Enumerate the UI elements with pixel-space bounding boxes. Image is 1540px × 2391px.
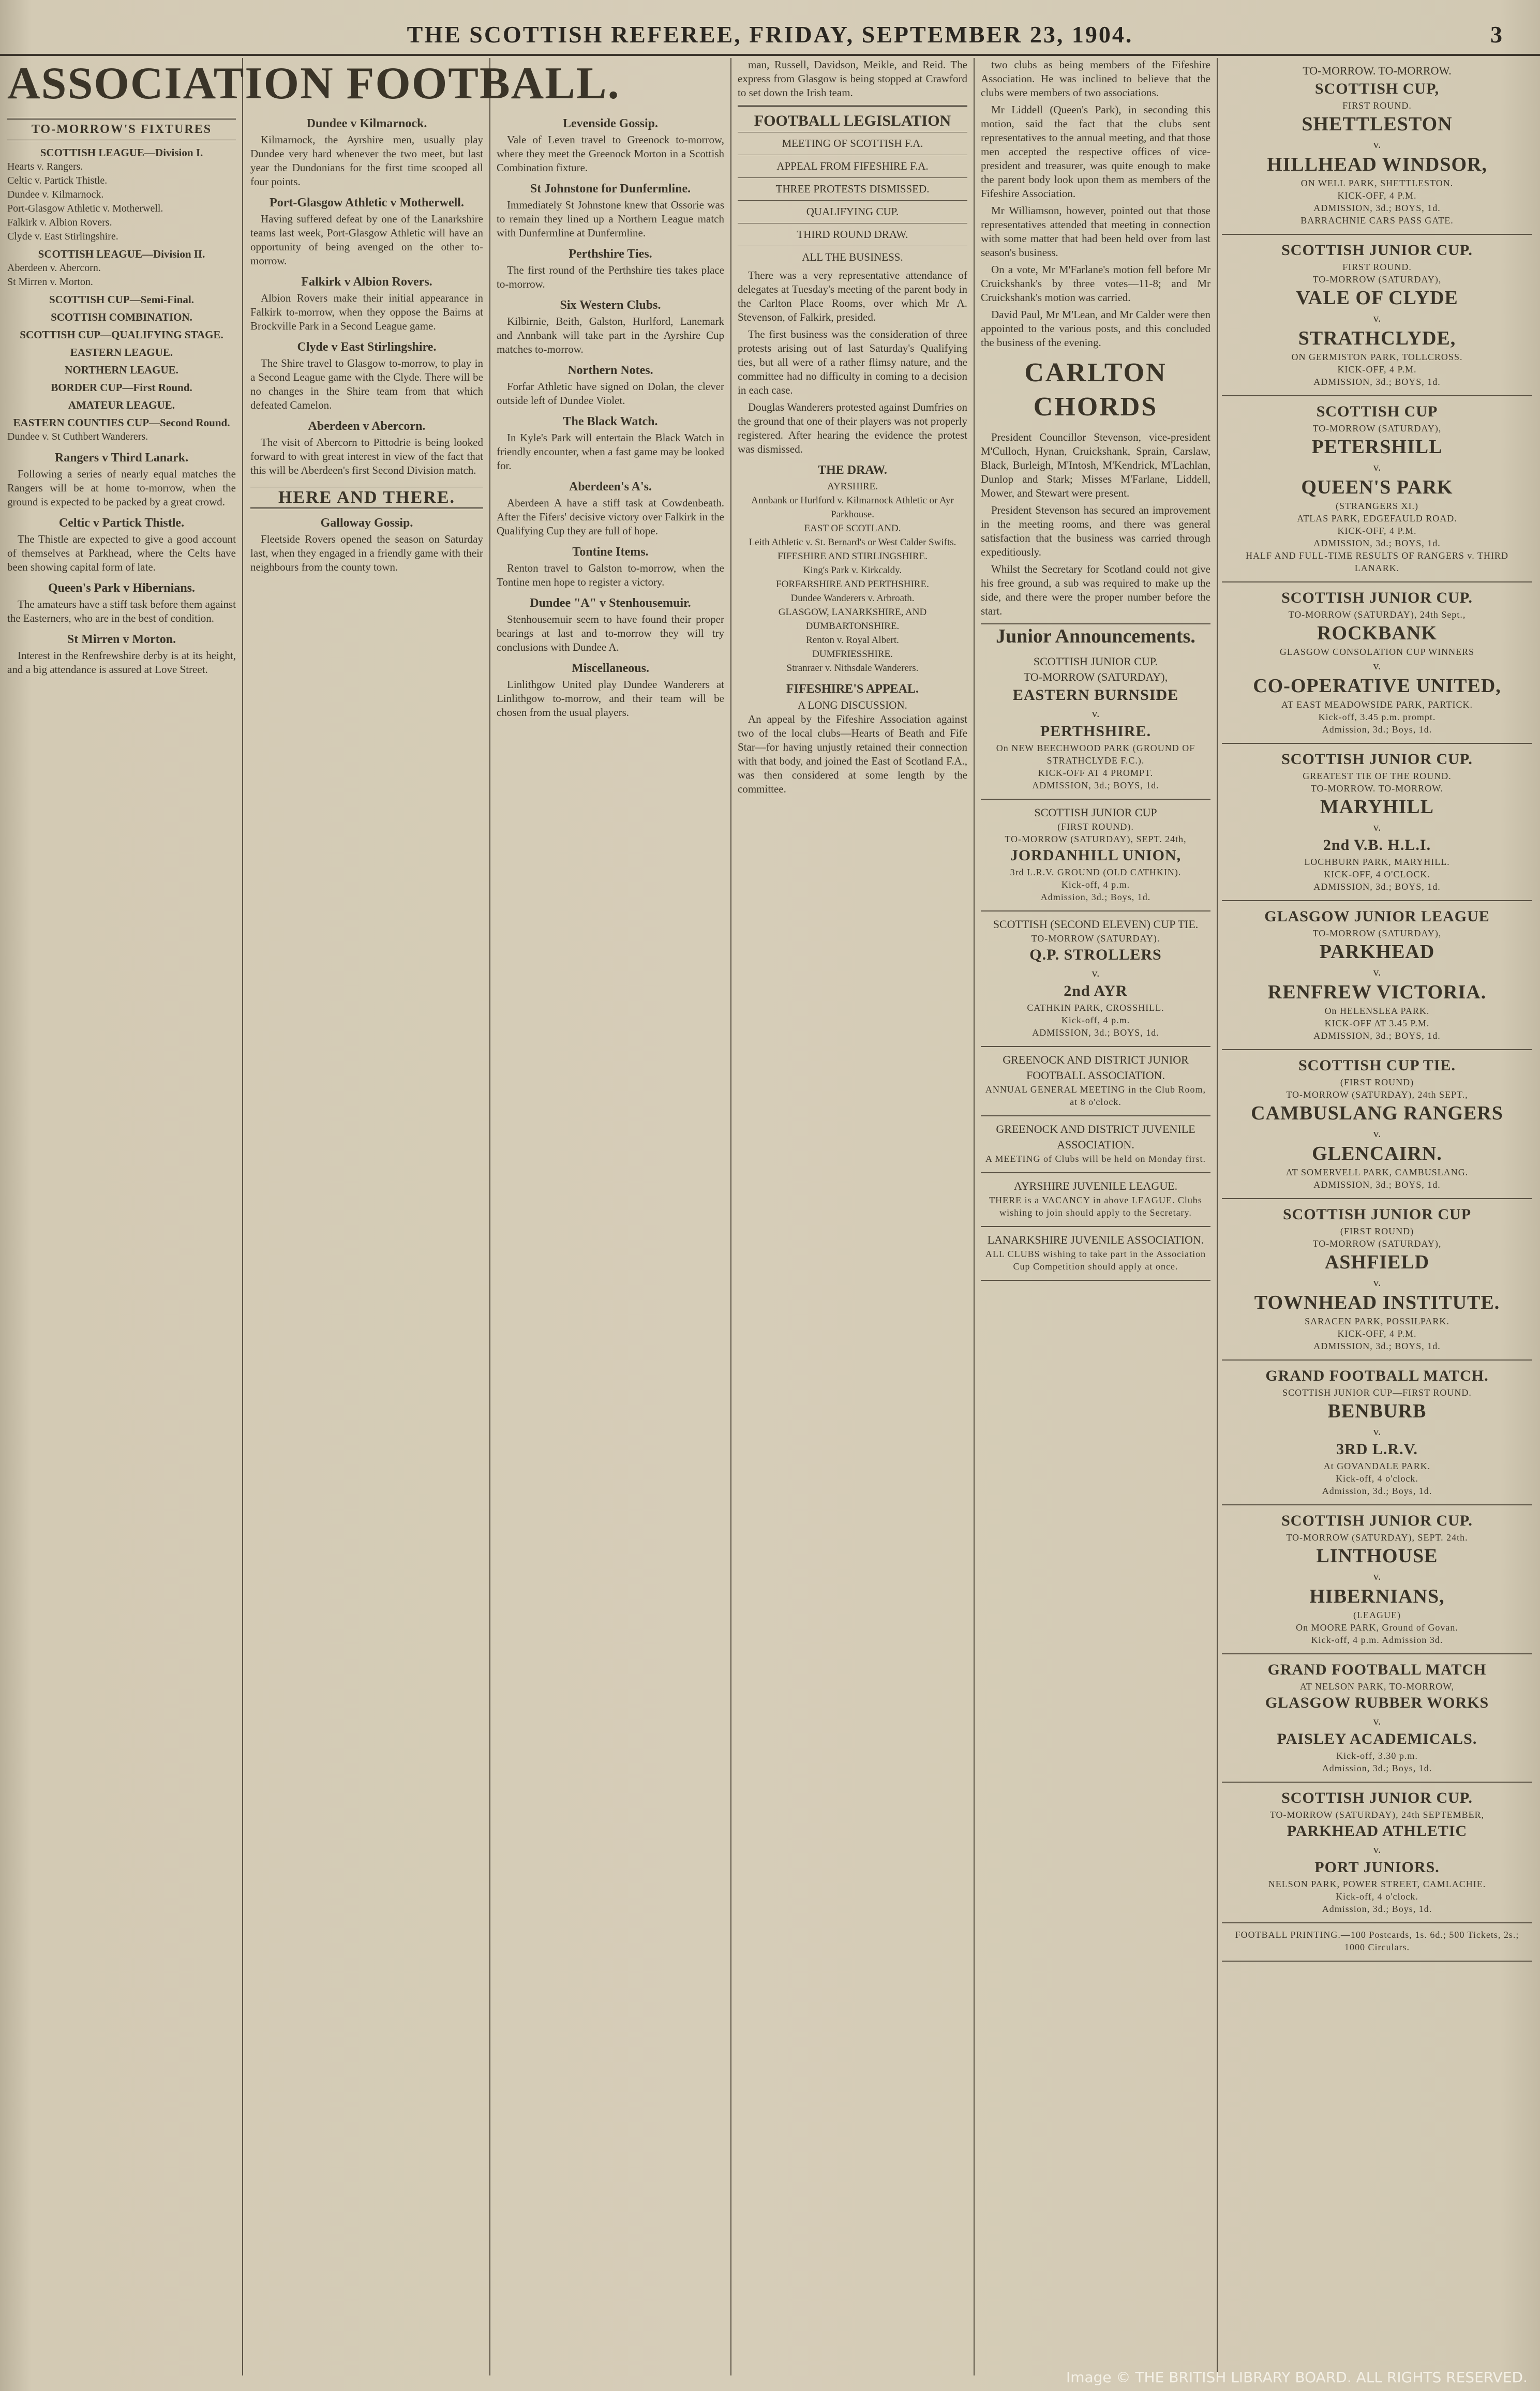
ad-line: (STRANGERS XI.) (1335, 501, 1418, 511)
ad-line: GREATEST TIE OF THE ROUND. (1303, 771, 1452, 781)
ad-line: RENFREW VICTORIA. (1267, 981, 1487, 1003)
ad-line: On NEW BEECHWOOD PARK (GROUND OF STRATHCLYDE F.C.). (996, 743, 1195, 766)
fixture-line: Hearts v. Rangers. (7, 161, 83, 172)
ad-line: GLASGOW RUBBER WORKS (1265, 1694, 1489, 1711)
ad-line: SCOTTISH (SECOND ELEVEN) CUP TIE. (993, 918, 1199, 931)
draw-line: DUMFRIESSHIRE. (812, 649, 893, 660)
body-text (738, 268, 967, 456)
draw-list (738, 480, 967, 675)
ad-line: AYRSHIRE JUVENILE LEAGUE. (1013, 1179, 1178, 1192)
ad-line: BARRACHNIE CARS PASS GATE. (1300, 215, 1454, 226)
article-text: Aberdeen A have a stiff task at Cowdenbeath. After the Fifers' decisive victory over Falkirk in the Qualifying Cup they are full of hope. (497, 497, 724, 537)
article-heading: Dundee v Kilmarnock. (306, 117, 427, 130)
article-text: Interest in the Renfrewshire derby is at its height, and a big attendance is assured at Love Street. (7, 649, 236, 676)
masthead (0, 21, 1540, 62)
ad-line: SCOTTISH CUP TIE. (1298, 1057, 1456, 1074)
article-heading: St Mirren v Morton. (67, 633, 176, 646)
ad-line: MARYHILL (1320, 796, 1434, 818)
column-rule (730, 58, 731, 2375)
ad-line: ON WELL PARK, SHETTLESTON. (1300, 178, 1454, 188)
advertisement (1222, 235, 1532, 396)
ad-line: GREENOCK AND DISTRICT JUVENILE ASSOCIATION. (996, 1123, 1195, 1151)
draw-line: Leith Athletic v. St. Bernard's or West Calder Swifts. (749, 537, 956, 548)
article-text: The amateurs have a stiff task before them against the Easterners, who are in the best of condition. (7, 598, 236, 624)
ad-line: SCOTTISH JUNIOR CUP (1282, 1206, 1472, 1223)
ad-line: On HELENSLEA PARK. (1324, 1006, 1430, 1016)
ad-line: EASTERN BURNSIDE (1012, 686, 1179, 704)
appeal-text: An appeal by the Fifeshire Association against two of the local clubs—Hearts of Beath and Fife Star—for having unjustly retained their connection with that body, and joined the East of Scotland F.A., was then considered at some length by the committee. (738, 713, 967, 795)
legislation-subhead: ALL THE BUSINESS. (738, 246, 967, 264)
advertisement (1222, 396, 1532, 582)
ad-line: FOOTBALL PRINTING.—100 Postcards, 1s. 6d.; 500 Tickets, 2s.; 1000 Circulars. (1235, 1930, 1519, 1952)
fixture-line: Dundee v. Kilmarnock. (7, 189, 104, 200)
ad-line: FIRST ROUND. (1342, 100, 1412, 111)
column-rule (489, 58, 490, 2375)
image-credit: Image © THE BRITISH LIBRARY BOARD. ALL RIGHTS RESERVED. (1066, 2369, 1528, 2386)
paragraph: There was a very representative attendance of delegates at Tuesday's meeting of the parent body in the Carlton Place Rooms, over which Mr A. Stevenson, of Falkirk, presided. (738, 269, 967, 323)
ad-line: SCOTTISH CUP, (1314, 80, 1440, 97)
paragraph: Whilst the Secretary for Scotland could not give his free ground, a sub was required to make up the side, and there were the proper number before the start. (981, 563, 1210, 617)
advertisement (981, 800, 1210, 911)
ad-line: ON GERMISTON PARK, TOLLCROSS. (1291, 352, 1463, 362)
ad-line: Admission, 3d.; Boys, 1d. (1322, 1763, 1432, 1773)
fixture-heading: SCOTTISH LEAGUE—Division II. (38, 248, 205, 260)
column-rule (1217, 58, 1218, 2375)
legislation-title: FOOTBALL LEGISLATION (754, 112, 951, 129)
ad-line: HILLHEAD WINDSOR, (1267, 154, 1487, 175)
article-text: The Thistle are expected to give a good account of themselves at Parkhead, where the Celts have been showing capital form of late. (7, 533, 236, 573)
article-text: Albion Rovers make their initial appearance in Falkirk to-morrow, when they oppose the Bairns at Brockville Park in a Second League game. (250, 292, 483, 332)
paragraph: On a vote, Mr M'Farlane's motion fell before Mr Cruickshank's by three votes—11-8; and Mr Cruickshank's motion was carried. (981, 263, 1210, 304)
paragraph: President Councillor Stevenson, vice-president M'Culloch, Hynan, Cruickshank, Sprain, Carslaw, Black, Burleigh, M'Intosh, M'Kendrick, M'Lachlan, Dunlop and Stark; Misses M'Farlane, Liddell, Mower, and Stewart were present. (981, 431, 1210, 499)
article-heading: Rangers v Third Lanark. (54, 451, 189, 465)
column-rule (974, 58, 975, 2375)
ad-line: Admission, 3d.; Boys, 1d. (1322, 1904, 1432, 1914)
paragraph: David Paul, Mr M'Lean, and Mr Calder were then appointed to the various posts, and this concluded the business of the evening. (981, 308, 1210, 349)
ad-line: SCOTTISH JUNIOR CUP. (1281, 589, 1473, 606)
advertisement (1222, 1783, 1532, 1923)
ad-line: ADMISSION, 3d.; BOYS, 1d. (1313, 203, 1441, 213)
draw-line: Stranraer v. Nithsdale Wanderers. (786, 663, 919, 674)
ad-line: Admission, 3d.; Boys, 1d. (1322, 724, 1432, 735)
ad-line: PARKHEAD (1319, 941, 1435, 963)
articles (250, 516, 483, 574)
fixture-line: Celtic v. Partick Thistle. (7, 175, 108, 186)
ad-line: AT SOMERVELL PARK, CAMBUSLANG. (1285, 1167, 1469, 1177)
ad-line: GLASGOW CONSOLATION CUP WINNERS (1279, 647, 1475, 657)
ad-line: Admission, 3d.; Boys, 1d. (1040, 892, 1151, 902)
article-heading: The Black Watch. (563, 415, 658, 428)
article-text: The Shire travel to Glasgow to-morrow, to play in a Second League game with the Clyde. There will be no changes in the Shire team from that which defeated Camelon. (250, 357, 483, 411)
fixture-line: Dundee v. St Cuthbert Wanderers. (7, 431, 148, 442)
advertisement (1222, 1361, 1532, 1505)
draw-line: GLASGOW, LANARKSHIRE, AND DUMBARTONSHIRE. (778, 607, 927, 632)
article-heading: Levenside Gossip. (562, 117, 659, 130)
article-heading: Celtic v Partick Thistle. (58, 516, 185, 530)
ad-line: LINTHOUSE (1316, 1545, 1438, 1567)
advertisement (1222, 1050, 1532, 1199)
article-text: Renton travel to Galston to-morrow, when the Tontine men hope to register a victory. (497, 562, 724, 588)
advertisement (1222, 1199, 1532, 1361)
advertisement (981, 1116, 1210, 1173)
ad-line: v. (1092, 966, 1100, 979)
article-text: Forfar Athletic have signed on Dolan, the clever outside left of Dundee Violet. (497, 380, 724, 407)
ad-line: v. (1373, 965, 1381, 978)
ad-line: TO-MORROW (SATURDAY), SEPT. 24th, (1005, 834, 1187, 844)
ad-line: v. (1373, 1714, 1381, 1727)
ad-line: CAMBUSLANG RANGERS (1251, 1102, 1503, 1124)
ad-line: SCOTTISH JUNIOR CUP. (1281, 751, 1473, 768)
ad-line: KICK-OFF AT 4 PROMPT. (1038, 768, 1154, 778)
ad-line: GLENCAIRN. (1312, 1143, 1442, 1164)
page-number: 3 (1490, 21, 1504, 48)
ad-line: PARKHEAD ATHLETIC (1287, 1822, 1468, 1840)
ad-line: v. (1373, 820, 1381, 833)
article-heading: Tontine Items. (572, 545, 649, 559)
paragraph: Douglas Wanderers protested against Dumfries on the ground that one of their players was not properly registered. After hearing the evidence the protest was dismissed. (738, 401, 967, 455)
advertisement (1222, 582, 1532, 744)
ad-line: PORT JUNIORS. (1314, 1859, 1440, 1876)
article-heading: Northern Notes. (567, 364, 653, 377)
ad-line: v. (1373, 1843, 1381, 1856)
ad-line: At GOVANDALE PARK. (1323, 1461, 1431, 1471)
legislation-subhead: THIRD ROUND DRAW. (738, 223, 967, 242)
ad-line: Kick-off, 4 p.m. (1061, 879, 1130, 890)
column-5 (981, 58, 1210, 2381)
article-text: Following a series of nearly equal matches the Rangers will be at home to-morrow, when the ground is expected to be packed by a great crowd. (7, 468, 236, 508)
ad-line: (LEAGUE) (1353, 1610, 1401, 1620)
ad-line: KICK-OFF, 4 O'CLOCK. (1324, 869, 1430, 879)
fixture-heading: SCOTTISH CUP—Semi-Final. (49, 293, 195, 306)
masthead-rule (0, 54, 1540, 56)
advertisement (981, 1173, 1210, 1227)
draw-line: EAST OF SCOTLAND. (804, 523, 901, 534)
ad-line: GREENOCK AND DISTRICT JUNIOR FOOTBALL ASSOCIATION. (1003, 1053, 1189, 1082)
ad-line: JORDANHILL UNION, (1010, 847, 1182, 864)
advertisement (1222, 901, 1532, 1050)
fixtures-heading: TO-MORROW'S FIXTURES (7, 118, 236, 141)
advertisement (1222, 1505, 1532, 1654)
ad-line: 3RD L.R.V. (1336, 1441, 1418, 1458)
ad-line: (FIRST ROUND). (1057, 821, 1134, 832)
article-heading: Falkirk v Albion Rovers. (301, 275, 432, 289)
draw-line: AYRSHIRE. (827, 481, 878, 492)
appeal-subheading: A LONG DISCUSSION. (798, 699, 907, 711)
article-text: Linlithgow United play Dundee Wanderers at Linlithgow to-morrow, and their team will be chosen from the usual players. (497, 678, 724, 719)
ad-line: LANARKSHIRE JUVENILE ASSOCIATION. (987, 1233, 1204, 1246)
column-3 (497, 110, 724, 2381)
here-and-there-heading: HERE AND THERE. (250, 486, 483, 509)
ad-line: SCOTTISH JUNIOR CUP. (1033, 655, 1158, 668)
article-heading: Dundee "A" v Stenhousemuir. (530, 596, 691, 610)
ad-line: v. (1373, 1276, 1381, 1289)
ad-line: ADMISSION, 3d.; BOYS, 1d. (1313, 1179, 1441, 1190)
junior-announcements-heading: Junior Announcements. (981, 623, 1210, 644)
column-rule (242, 58, 243, 2375)
ad-line: PERTHSHIRE. (1040, 723, 1152, 740)
ad-line: TO-MORROW (SATURDAY), (1312, 1238, 1442, 1249)
ad-line: v. (1373, 138, 1381, 151)
intro-text: man, Russell, Davidson, Meikle, and Reid. The express from Glasgow is being stopped at Crawford to set down the Irish team. (738, 58, 967, 99)
ad-line: TO-MORROW. TO-MORROW. (1310, 783, 1444, 794)
fixture-heading: SCOTTISH LEAGUE—Division I. (40, 146, 203, 159)
ad-line: SHETTLESTON (1302, 113, 1453, 135)
legislation-subhead: APPEAL FROM FIFESHIRE F.A. (738, 155, 967, 173)
ad-line: FIRST ROUND. (1342, 262, 1412, 272)
ad-line: BENBURB (1327, 1400, 1427, 1422)
draw-line: King's Park v. Kirkcaldy. (803, 565, 902, 576)
fixture-line: Falkirk v. Albion Rovers. (7, 217, 112, 228)
ad-line: SCOTTISH JUNIOR CUP. (1281, 242, 1473, 259)
ad-line: ADMISSION, 3d.; BOYS, 1d. (1313, 1030, 1441, 1041)
ad-line: SCOTTISH JUNIOR CUP. (1281, 1512, 1473, 1529)
advertisement (981, 911, 1210, 1047)
fixture-line: Clyde v. East Stirlingshire. (7, 231, 118, 242)
paragraph: Mr Liddell (Queen's Park), in seconding this motion, said the fact that the clubs sent representatives to the annual meeting, and that those men accepted the respective offices of vice-president and treasurer, was quite enough to make the parent body look upon them as members of the Fifeshire Association. (981, 103, 1210, 200)
ad-line: NELSON PARK, POWER STREET, CAMLACHIE. (1268, 1879, 1486, 1889)
ad-line: Admission, 3d.; Boys, 1d. (1322, 1486, 1432, 1496)
ad-line: ADMISSION, 3d.; BOYS, 1d. (1313, 1341, 1441, 1351)
ad-line: v. (1092, 707, 1100, 720)
ad-line: Kick-off, 4 p.m. Admission 3d. (1311, 1635, 1443, 1645)
column-6 (1222, 58, 1532, 2381)
ad-line: ATLAS PARK, EDGEFAULD ROAD. (1297, 513, 1457, 524)
ad-line: TO-MORROW (SATURDAY), (1312, 274, 1442, 285)
draw-line: Renton v. Royal Albert. (806, 635, 899, 646)
article-text: Vale of Leven travel to Greenock to-morrow, where they meet the Greenock Morton in a Scottish Combination fixture. (497, 133, 724, 174)
article-heading: Six Western Clubs. (560, 298, 661, 312)
articles (497, 117, 724, 720)
ad-line: KICK-OFF, 4 P.M. (1337, 364, 1417, 375)
ad-line: VALE OF CLYDE (1296, 287, 1458, 309)
legislation-subhead: MEETING OF SCOTTISH F.A. (738, 132, 967, 151)
article-heading: Port-Glasgow Athletic v Motherwell. (270, 196, 464, 210)
ad-line: ADMISSION, 3d.; BOYS, 1d. (1032, 1027, 1159, 1038)
ad-line: SCOTTISH JUNIOR CUP. (1281, 1789, 1473, 1806)
article-text: The first round of the Perthshire ties takes place to-morrow. (497, 264, 724, 290)
advertisement (981, 1047, 1210, 1116)
ad-line: SARACEN PARK, POSSILPARK. (1305, 1316, 1449, 1326)
ad-line: Kick-off, 4 o'clock. (1336, 1891, 1418, 1902)
ad-line: Kick-off, 3.45 p.m. prompt. (1318, 712, 1436, 722)
announcements (981, 649, 1210, 1281)
fixture-line: St Mirren v. Morton. (7, 276, 93, 288)
ad-line: PAISLEY ACADEMICALS. (1277, 1730, 1477, 1747)
ad-line: KICK-OFF, 4 P.M. (1337, 1328, 1417, 1339)
advertisement (1222, 1923, 1532, 1962)
ad-line: GLASGOW JUNIOR LEAGUE (1264, 908, 1490, 925)
ad-line: LOCHBURN PARK, MARYHILL. (1304, 857, 1450, 867)
ad-line: ADMISSION, 3d.; BOYS, 1d. (1313, 881, 1441, 892)
ad-line: TO-MORROW. TO-MORROW. (1303, 64, 1452, 77)
ad-line: v. (1373, 1570, 1381, 1582)
ad-line: A MEETING of Clubs will be held on Monday first. (985, 1154, 1206, 1164)
ad-line: SCOTTISH JUNIOR CUP—FIRST ROUND. (1282, 1387, 1472, 1398)
ad-line: TOWNHEAD INSTITUTE. (1254, 1292, 1500, 1313)
article-heading: Perthshire Ties. (569, 247, 652, 261)
advertisement (1222, 1654, 1532, 1783)
ad-line: KICK-OFF, 4 P.M. (1337, 190, 1417, 201)
column-4 (738, 58, 967, 2381)
carlton-chords-heading: CARLTON CHORDS (1024, 358, 1167, 422)
article-heading: St Johnstone for Dunfermline. (530, 182, 691, 196)
fixture-heading: AMATEUR LEAGUE. (68, 399, 175, 411)
ad-line: AT EAST MEADOWSIDE PARK, PARTICK. (1281, 699, 1473, 710)
ad-line: ASHFIELD (1324, 1251, 1430, 1273)
article-text: Kilmarnock, the Ayrshire men, usually play Dundee very hard whenever the two meet, but last year the Dundonians for the first time scooped all four points. (250, 133, 483, 188)
ad-line: ROCKBANK (1317, 622, 1437, 644)
masthead-title: THE SCOTTISH REFEREE, FRIDAY, SEPTEMBER 23, 1904. (407, 21, 1133, 48)
advertisement (981, 1227, 1210, 1281)
ad-line: SCOTTISH JUNIOR CUP (1034, 806, 1157, 819)
ad-line: SCOTTISH CUP (1316, 403, 1438, 420)
ad-line: TO-MORROW (SATURDAY), SEPT. 24th. (1286, 1532, 1468, 1543)
ad-line: TO-MORROW (SATURDAY), (1312, 928, 1442, 938)
ad-line: KICK-OFF, 4 P.M. (1337, 526, 1417, 536)
fixture-line: Port-Glasgow Athletic v. Motherwell. (7, 203, 163, 214)
ad-line: 3rd L.R.V. GROUND (OLD CATHKIN). (1010, 867, 1182, 877)
advertisements (1222, 58, 1532, 1962)
legislation-subhead: THREE PROTESTS DISMISSED. (738, 177, 967, 196)
section-title: ASSOCIATION FOOTBALL. (7, 58, 620, 109)
article-text: Immediately St Johnstone knew that Ossorie was to remain they lined up a Northern League match with Dunfermline at Dunfermline. (497, 199, 724, 239)
ad-line: ALL CLUBS wishing to take part in the Association Cup Competition should apply at once. (985, 1249, 1206, 1272)
paragraph: President Stevenson has secured an improvement in the meeting rooms, and there was general satisfaction that the business was carried through expeditiously. (981, 504, 1210, 558)
ad-line: 2nd V.B. H.L.I. (1323, 836, 1431, 854)
ad-line: HALF AND FULL-TIME RESULTS OF RANGERS v. THIRD LANARK. (1246, 550, 1508, 573)
paragraph: Mr Williamson, however, pointed out that those representatives attended that meeting in connection with some matter that had been held over from last season's business. (981, 204, 1210, 259)
ad-line: TO-MORROW (SATURDAY), (1023, 670, 1168, 683)
ad-line: TO-MORROW (SATURDAY), 24th SEPT., (1286, 1089, 1468, 1100)
ad-line: CO-OPERATIVE UNITED, (1253, 675, 1501, 697)
ad-line: v. (1373, 659, 1381, 672)
fixture-heading: EASTERN LEAGUE. (70, 346, 173, 358)
ad-line: KICK-OFF AT 3.45 P.M. (1324, 1018, 1430, 1028)
ad-line: ADMISSION, 3d.; BOYS, 1d. (1032, 780, 1159, 790)
ad-line: QUEEN'S PARK (1301, 476, 1453, 498)
article-text: Fleetside Rovers opened the season on Saturday last, when they engaged in a friendly game with their neighbours from the county town. (250, 533, 483, 573)
ad-line: ADMISSION, 3d.; BOYS, 1d. (1313, 538, 1441, 548)
advertisement (1222, 58, 1532, 235)
ad-line: On MOORE PARK, Ground of Govan. (1296, 1622, 1458, 1633)
ad-line: TO-MORROW (SATURDAY). (1031, 933, 1160, 944)
fixture-heading: SCOTTISH COMBINATION. (51, 311, 192, 323)
fixture-heading: NORTHERN LEAGUE. (65, 364, 178, 376)
ad-line: TO-MORROW (SATURDAY), 24th SEPTEMBER, (1269, 1810, 1485, 1820)
fixtures-list (7, 145, 236, 444)
article-text: In Kyle's Park will entertain the Black Watch in friendly encounter, when a fast game may be looked for. (497, 431, 724, 472)
draw-line: Annbank or Hurlford v. Kilmarnock Athletic or Ayr Parkhouse. (751, 495, 954, 520)
ad-line: v. (1373, 1127, 1381, 1140)
ad-line: CATHKIN PARK, CROSSHILL. (1027, 1003, 1164, 1013)
ad-line: TO-MORROW (SATURDAY), 24th Sept., (1288, 609, 1466, 620)
ad-line: THERE is a VACANCY in above LEAGUE. Clubs wishing to join should apply to the Secretary. (989, 1195, 1202, 1218)
article-heading: Galloway Gossip. (320, 516, 413, 530)
ad-line: HIBERNIANS, (1309, 1586, 1445, 1607)
draw-heading: THE DRAW. (818, 464, 887, 477)
draw-line: FORFARSHIRE AND PERTHSHIRE. (776, 579, 929, 590)
legislation-subheads (738, 132, 967, 264)
ad-line: AT NELSON PARK, TO-MORROW, (1299, 1681, 1455, 1692)
ad-line: Kick-off, 4 p.m. (1061, 1015, 1130, 1025)
ad-line: ANNUAL GENERAL MEETING in the Club Room, at 8 o'clock. (985, 1084, 1206, 1107)
fixture-heading: SCOTTISH CUP—QUALIFYING STAGE. (20, 328, 223, 341)
advertisement (1222, 744, 1532, 901)
article-heading: Aberdeen's A's. (569, 480, 652, 494)
fixture-heading: EASTERN COUNTIES CUP—Second Round. (13, 416, 230, 429)
fixture-heading: BORDER CUP—First Round. (51, 381, 192, 394)
ad-line: Q.P. STROLLERS (1029, 946, 1162, 963)
article-heading: Queen's Park v Hibernians. (48, 581, 196, 595)
paragraph: two clubs as being members of the Fifeshire Association. He was inclined to believe that the clubs were members of two associations. (981, 58, 1210, 99)
draw-line: FIFESHIRE AND STIRLINGSHIRE. (778, 551, 928, 562)
article-text: Kilbirnie, Beith, Galston, Hurlford, Lanemark and Annbank will take part in the Ayrshire Cup matches to-morrow. (497, 315, 724, 355)
ad-line: STRATHCLYDE, (1298, 327, 1456, 349)
fixture-line: Aberdeen v. Abercorn. (7, 262, 101, 274)
article-heading: Aberdeen v Abercorn. (308, 420, 426, 433)
ad-line: ADMISSION, 3d.; BOYS, 1d. (1313, 377, 1441, 387)
ad-line: v. (1373, 311, 1381, 324)
ad-line: 2nd AYR (1064, 982, 1128, 999)
ad-line: GRAND FOOTBALL MATCH (1267, 1661, 1487, 1678)
ad-line: Kick-off, 3.30 p.m. (1336, 1751, 1418, 1761)
ad-line: (FIRST ROUND) (1340, 1077, 1414, 1087)
ad-line: (FIRST ROUND) (1340, 1226, 1414, 1236)
ad-line: TO-MORROW (SATURDAY), (1312, 423, 1442, 434)
ad-line: GRAND FOOTBALL MATCH. (1265, 1367, 1489, 1384)
ad-line: v. (1373, 460, 1381, 473)
carlton-text (981, 430, 1210, 618)
article-text: The visit of Abercorn to Pittodrie is being looked forward to with great interest in view of the fact that this will be Aberdeen's first Second Division match. (250, 436, 483, 476)
ad-line: Kick-off, 4 o'clock. (1336, 1473, 1418, 1484)
articles (7, 451, 236, 677)
legislation-subhead: QUALIFYING CUP. (738, 200, 967, 219)
article-heading: Miscellaneous. (572, 662, 649, 675)
paragraph: The first business was the consideration of three protests arising out of last Saturday's Qualifying ties, but all were of a rather flimsy nature, and the committee had no difficulty in coming to a decision in each case. (738, 328, 967, 396)
article-heading: Clyde v East Stirlingshire. (297, 340, 437, 354)
ad-line: PETERSHILL (1311, 436, 1443, 458)
advertisement (981, 649, 1210, 800)
appeal-heading: FIFESHIRE'S APPEAL. (786, 682, 919, 696)
draw-line: Dundee Wanderers v. Arbroath. (790, 593, 915, 604)
article-text: Having suffered defeat by one of the Lanarkshire teams last week, Port-Glasgow Athletic will have an opportunity of being avenged on the other to-morrow. (250, 213, 483, 267)
ad-line: v. (1373, 1425, 1381, 1438)
column-2 (250, 110, 483, 2381)
body-text (981, 58, 1210, 350)
article-text: Stenhousemuir seem to have found their proper bearings at last and to-morrow they will try conclusions with Dundee A. (497, 613, 724, 653)
articles (250, 117, 483, 477)
